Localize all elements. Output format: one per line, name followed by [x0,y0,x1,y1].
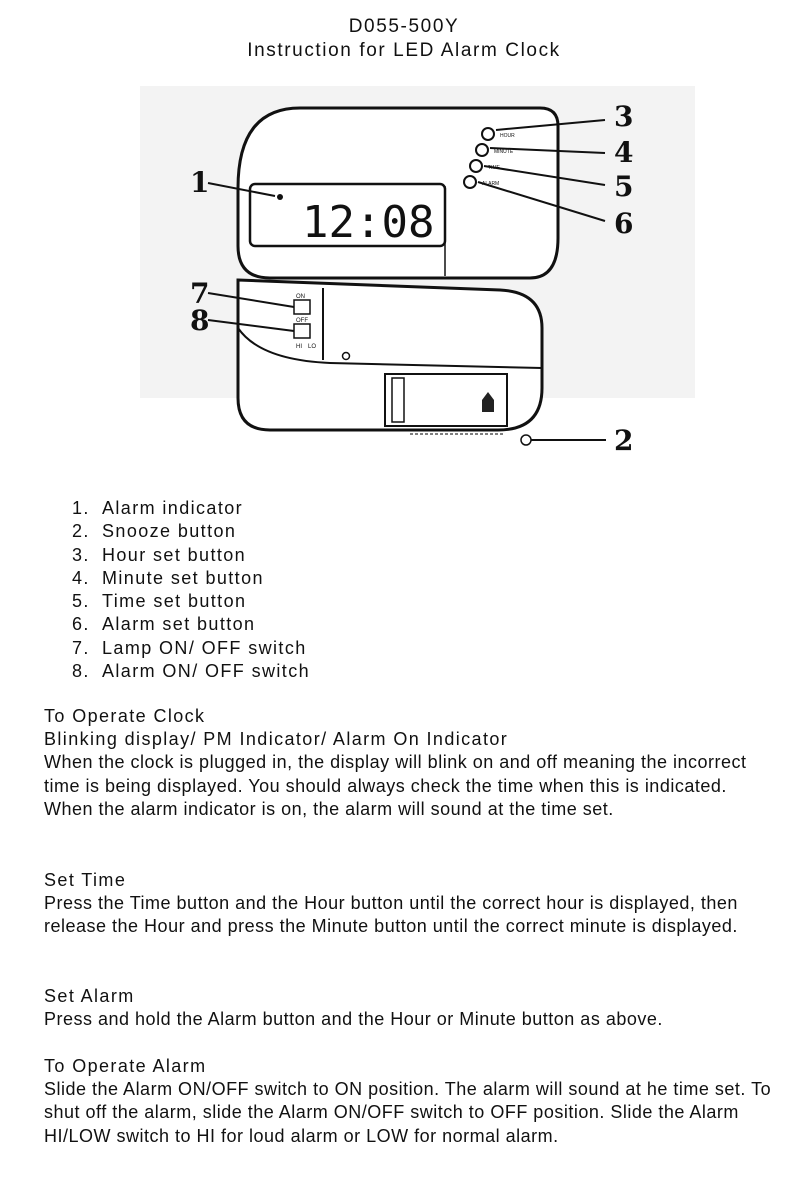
callout-3: 3 [614,100,634,133]
document-title: Instruction for LED Alarm Clock [247,40,561,61]
section-heading: To Operate Clock [44,706,206,726]
section-body: Press the Time button and the Hour button until the correct hour is displayed, then release the Hour and press the Minute button until the correct minute is displayed. [44,893,738,937]
alarm-button [464,176,476,188]
legend-item: 3. Hour set button [72,544,247,565]
alarm-switch [294,324,310,338]
section-body: Press and hold the Alarm button and the Hour or Minute button as above. [44,1009,663,1030]
time-button [470,160,482,172]
model-number: D055-500Y [348,16,460,37]
callout-4: 4 [614,136,634,169]
clock-diagram [110,78,710,478]
switch-label-off: OFF [296,318,308,324]
section-body: Slide the Alarm ON/OFF switch to ON position. The alarm will sound at he time set. To shut off the alarm, slide the Alarm ON/OFF switch to OFF position. Slide the Alarm HI/LOW switch to HI for loud alarm or LOW for normal alarm. [44,1079,772,1146]
button-label-time: TIME [488,165,500,171]
callout-7: 7 [190,277,210,310]
button-label-minute: MINUTE [494,149,514,155]
section-operate-clock [44,705,774,821]
section-body: When the clock is plugged in, the display will blink on and off meaning the incorrect time is being displayed. You should always check the time when this is indicated. When the alarm indicator is on, the alarm will sound at the time set. [44,752,747,819]
legend-item: 8. Alarm ON/ OFF switch [72,661,311,682]
callout-8: 8 [190,304,210,337]
callout-6: 6 [614,207,634,240]
section-heading: Set Alarm [44,986,135,1006]
callout-2: 2 [614,424,634,457]
small-hole [343,353,350,360]
legend-item: 7. Lamp ON/ OFF switch [72,637,307,658]
switch-label-on: ON [296,294,305,300]
legend-item: 4. Minute set button [72,567,264,588]
button-label-alarm: ALARM [482,181,500,187]
legend-item: 6. Alarm set button [72,614,256,635]
switch-label-lo: LO [308,344,317,350]
legend-item: 1. Alarm indicator [72,498,244,518]
section-heading: To Operate Alarm [44,1056,207,1076]
legend-item: 5. Time set button [72,591,247,612]
section-set-alarm [44,985,774,1031]
section-subheading: Blinking display/ PM Indicator/ Alarm On Indicator [44,729,509,750]
clock-display-time: 12:08 [302,197,435,248]
callout-5: 5 [614,170,634,203]
lamp-switch [294,300,310,314]
section-heading: Set Time [44,870,127,890]
battery-inner [392,378,404,422]
callout-1: 1 [190,166,210,199]
legend-item: 2. Snooze button [72,521,237,542]
alarm-indicator-dot [277,194,283,200]
section-set-time [44,869,774,939]
snooze-button [521,435,531,445]
minute-button [476,144,488,156]
switch-label-hi: HI [296,344,302,350]
section-operate-alarm [44,1055,774,1148]
button-label-hour: HOUR [500,133,515,139]
hour-button [482,128,494,140]
parts-legend [72,497,310,683]
